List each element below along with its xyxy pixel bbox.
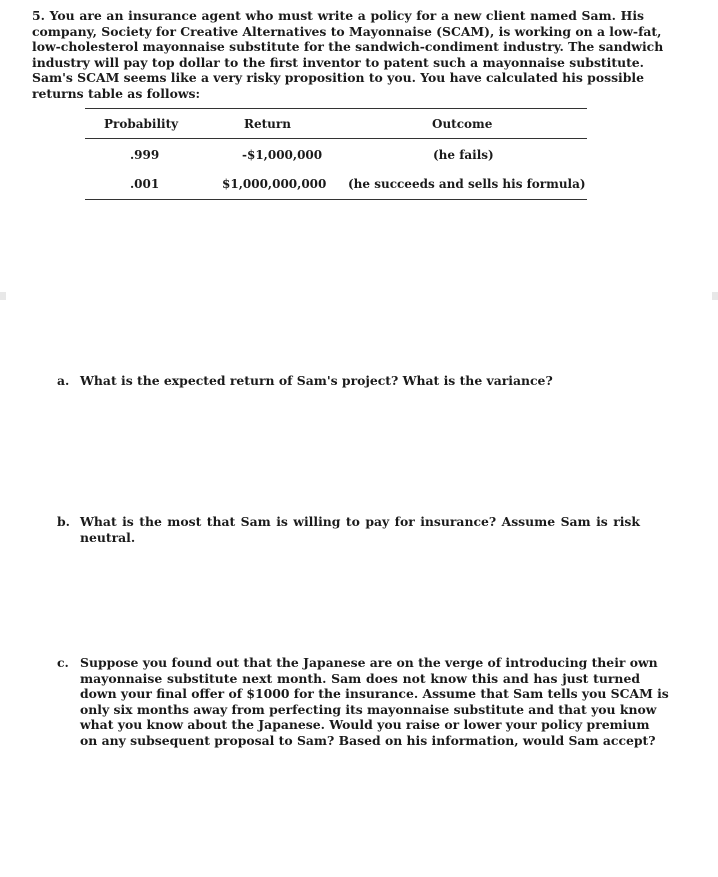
table-cell-probability: .001 [130,177,160,191]
scan-edge-mark [712,292,718,300]
question-line: only six months away from perfecting its mayonnaise substitute and that you know [80,701,657,717]
problem-line: low-cholesterol mayonnaise substitute for the sandwich-condiment industry. The sandwich [32,39,664,55]
question-line: What is the expected return of Sam's project? What is the variance? [80,373,553,388]
question-line: down your final offer of $1000 for the insurance. Assume that Sam tells you SCAM is [80,686,669,702]
table-cell-outcome: (he succeeds and sells his formula) [348,177,586,191]
question-a [57,373,640,389]
question-c [57,655,669,751]
question-line: neutral. [80,529,136,545]
problem-line: Sam's SCAM seems like a very risky proposition to you. You have calculated his possible [32,70,645,86]
table-cell-outcome: (he fails) [433,148,494,162]
table-cell-return: -$1,000,000 [242,148,323,162]
scan-edge-mark [0,292,6,300]
table-bottom-rule [85,199,587,200]
problem-line: industry will pay top dollar to the first inventor to patent such a mayonnaise substitute. [32,54,644,70]
problem-line: company, Society for Creative Alternatives to Mayonnaise (SCAM), is working on a low-fat, [32,23,662,39]
table-header-return: Return [244,117,291,131]
question-line: Suppose you found out that the Japanese are on the verge of introducing their own [80,655,658,670]
question-label: c. [57,655,69,670]
table-cell-probability: .999 [130,148,160,162]
problem-statement [32,8,664,102]
problem-line: 5. You are an insurance agent who must write a policy for a new client named Sam. His [32,8,644,23]
table-header-outcome: Outcome [432,117,493,131]
table-header-probability: Probability [104,117,179,131]
question-line: what you know about the Japanese. Would you raise or lower your policy premium [80,717,650,733]
question-label: a. [57,373,70,388]
question-b [57,514,640,546]
table-top-rule [85,108,587,109]
question-line: on any subsequent proposal to Sam? Based on his information, would Sam accept? [80,732,656,748]
table-cell-return: $1,000,000,000 [222,177,327,191]
question-line: mayonnaise substitute next month. Sam does not know this and has just turned [80,670,640,686]
question-label: b. [57,514,70,529]
table-header-rule [85,138,587,139]
question-line: What is the most that Sam is willing to pay for insurance? Assume Sam is risk [80,514,640,529]
problem-line: returns table as follows: [32,85,201,101]
